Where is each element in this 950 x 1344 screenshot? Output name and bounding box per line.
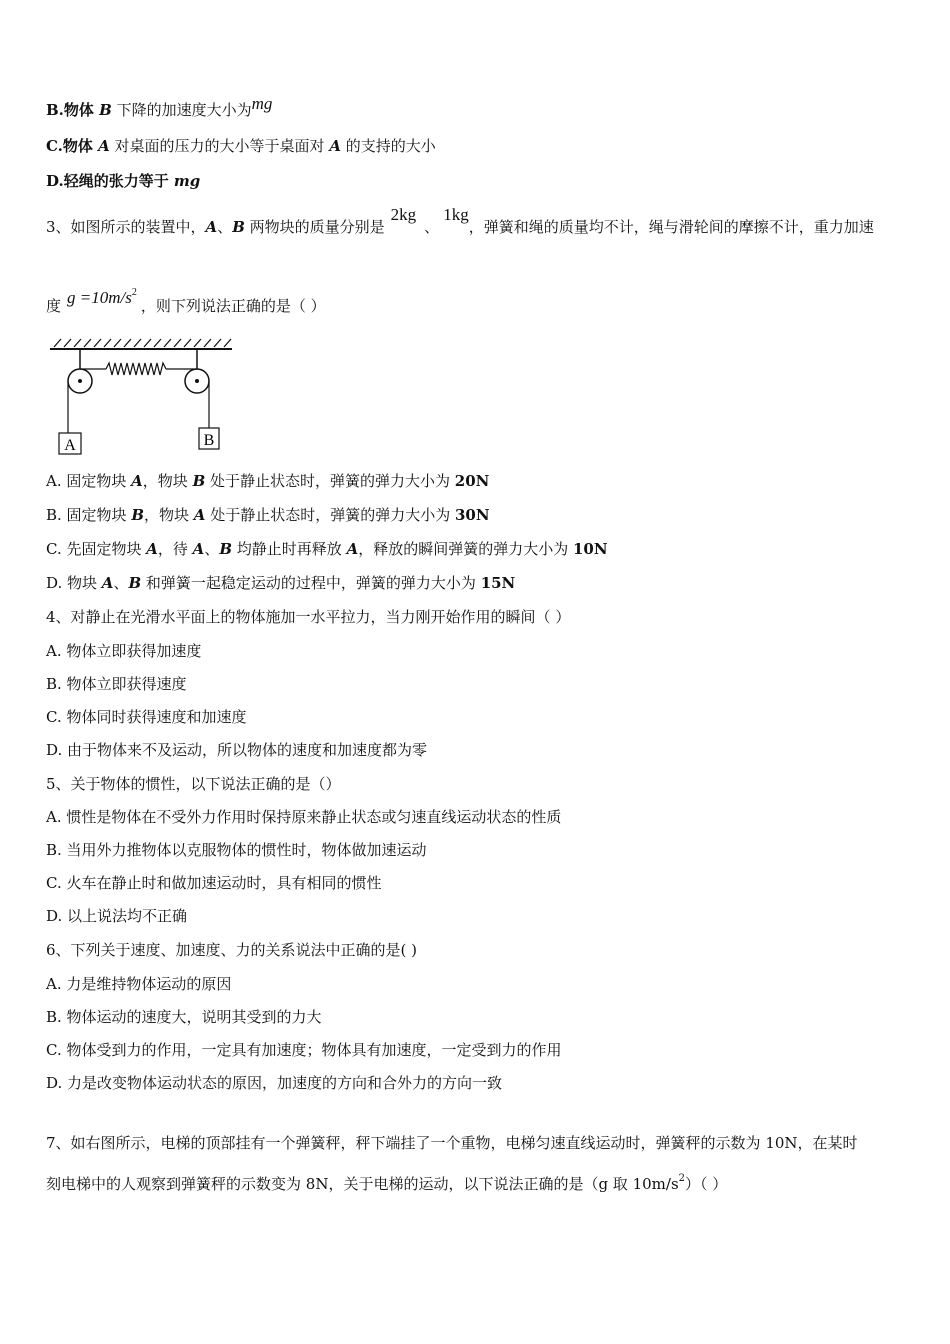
var-b: B	[99, 101, 112, 119]
q7-line2-suffix: ）（ ）	[685, 1175, 728, 1193]
q3-stem-line1	[46, 205, 874, 237]
var-b: B	[128, 574, 142, 592]
var-b: B	[131, 506, 145, 524]
q2-option-b	[46, 94, 273, 120]
q3-stem-part3: ，弹簧和绳的质量均不计，绳与滑轮间的摩擦不计，重力加速	[468, 218, 874, 236]
q3-stem-part1: 3、如图所示的装置中，	[46, 218, 206, 236]
mass-b: 1kg	[443, 205, 469, 224]
q3-option-d	[46, 573, 515, 593]
var-a: A	[101, 574, 114, 592]
q7-stem-line2	[46, 1169, 727, 1194]
separator: 、	[217, 218, 233, 236]
option-text: ，物块	[144, 506, 194, 524]
option-text: ，物块	[142, 472, 193, 490]
q3-stem-part2: 两物块的质量分别是	[244, 218, 385, 236]
var-a: A	[98, 137, 110, 155]
q7-stem-line1: 7、如右图所示，电梯的顶部挂有一个弹簧秤，秤下端挂了一个重物，电梯匀速直线运动时，弹簧秤的示数为 10N，在某时	[46, 1134, 858, 1152]
force-value: 10N	[572, 540, 608, 558]
q5-option-c: C. 火车在静止时和做加速运动时，具有相同的惯性	[46, 874, 382, 892]
q4-option-c: C. 物体同时获得速度和加速度	[46, 708, 247, 726]
var-a: A	[193, 506, 206, 524]
var-a: A	[131, 472, 143, 490]
var-a: A	[205, 218, 218, 236]
var-a: A	[146, 540, 158, 558]
separator: 、	[204, 540, 220, 558]
q5-option-d: D. 以上说法均不正确	[46, 907, 188, 925]
q2-option-b-prefix: B.物体	[46, 101, 100, 119]
var-a: A	[192, 540, 205, 558]
q2-option-c-prefix: C.物体	[46, 137, 99, 155]
q2-option-c-suffix: 的支持的大小	[340, 137, 436, 155]
option-prefix: C. 先固定物块	[46, 540, 147, 558]
q2-option-c	[46, 136, 436, 156]
option-text: ，待	[157, 540, 193, 558]
q2-option-d-prefix: D.轻绳的张力等于	[46, 172, 174, 190]
right-pulley-axle	[195, 379, 199, 383]
option-text: 均静止时再释放	[232, 540, 347, 558]
exponent: 2	[678, 1173, 686, 1184]
math-mg: mg	[251, 94, 273, 113]
block-b-label: B	[203, 432, 215, 449]
q2-option-b-text: 下降的加速度大小为	[111, 101, 252, 119]
q3-option-c	[46, 539, 608, 559]
force-value: 30N	[454, 506, 490, 524]
option-prefix: D. 物块	[46, 574, 102, 592]
mass-a: 2kg	[390, 205, 417, 224]
q5-option-b: B. 当用外力推物体以克服物体的惯性时，物体做加速运动	[46, 841, 427, 859]
ceiling	[50, 339, 232, 349]
option-prefix: A. 固定物块	[46, 472, 132, 490]
force-value: 15N	[480, 574, 516, 592]
separator: 、	[424, 218, 440, 236]
option-text: 处于静止状态时，弹簧的弹力大小为	[205, 506, 455, 524]
q6-option-a: A. 力是维持物体运动的原因	[46, 975, 232, 993]
option-prefix: B. 固定物块	[46, 506, 132, 524]
var-b: B	[219, 540, 233, 558]
option-text: ，释放的瞬间弹簧的弹力大小为	[358, 540, 573, 558]
math-mg: mg	[173, 172, 201, 190]
pulley-spring-figure	[46, 334, 246, 460]
q4-option-a: A. 物体立即获得加速度	[46, 642, 202, 660]
q4-option-d: D. 由于物体来不及运动，所以物体的速度和加速度都为零	[46, 741, 428, 759]
q6-stem: 6、下列关于速度、加速度、力的关系说法中正确的是( )	[46, 941, 418, 959]
left-pulley-axle	[78, 379, 82, 383]
separator: 、	[113, 574, 129, 592]
q6-option-c: C. 物体受到力的作用，一定具有加速度；物体具有加速度，一定受到力的作用	[46, 1041, 562, 1059]
q4-stem: 4、对静止在光滑水平面上的物体施加一水平拉力，当力刚开始作用的瞬间（ ）	[46, 608, 571, 626]
block-a-label: A	[64, 437, 76, 454]
option-text: 和弹簧一起稳定运动的过程中，弹簧的弹力大小为	[141, 574, 481, 592]
g-exponent: 2	[131, 287, 137, 298]
g-value: g =10m/s	[67, 288, 132, 307]
q6-option-d: D. 力是改变物体运动状态的原因，加速度的方向和合外力的方向一致	[46, 1074, 503, 1092]
option-text: 处于静止状态时，弹簧的弹力大小为	[205, 472, 455, 490]
q5-option-a: A. 惯性是物体在不受外力作用时保持原来静止状态或匀速直线运动状态的性质	[46, 808, 562, 826]
q4-option-b: B. 物体立即获得速度	[46, 675, 187, 693]
var-a: A	[346, 540, 359, 558]
spring	[106, 363, 166, 375]
q2-option-d	[46, 171, 200, 191]
force-value: 20N	[454, 472, 490, 490]
q5-stem: 5、关于物体的惯性，以下说法正确的是（）	[46, 775, 341, 793]
q3-stem-line2-suffix: ，则下列说法正确的是（ ）	[140, 297, 326, 315]
q3-stem-line2	[46, 287, 326, 316]
q2-option-c-mid: 对桌面的压力的大小等于桌面对	[109, 137, 330, 155]
q3-stem-line2-prefix: 度	[46, 297, 62, 315]
q6-option-b: B. 物体运动的速度大，说明其受到的力大	[46, 1008, 322, 1026]
var-b: B	[232, 218, 245, 236]
q7-line2-text: 刻电梯中的人观察到弹簧秤的示数变为 8N，关于电梯的运动，以下说法正确的是（g 取 10m/s	[46, 1175, 679, 1193]
g-expression	[67, 288, 137, 307]
q3-option-b	[46, 505, 490, 525]
var-a: A	[329, 137, 341, 155]
q3-option-a	[46, 471, 489, 491]
var-b: B	[192, 472, 206, 490]
